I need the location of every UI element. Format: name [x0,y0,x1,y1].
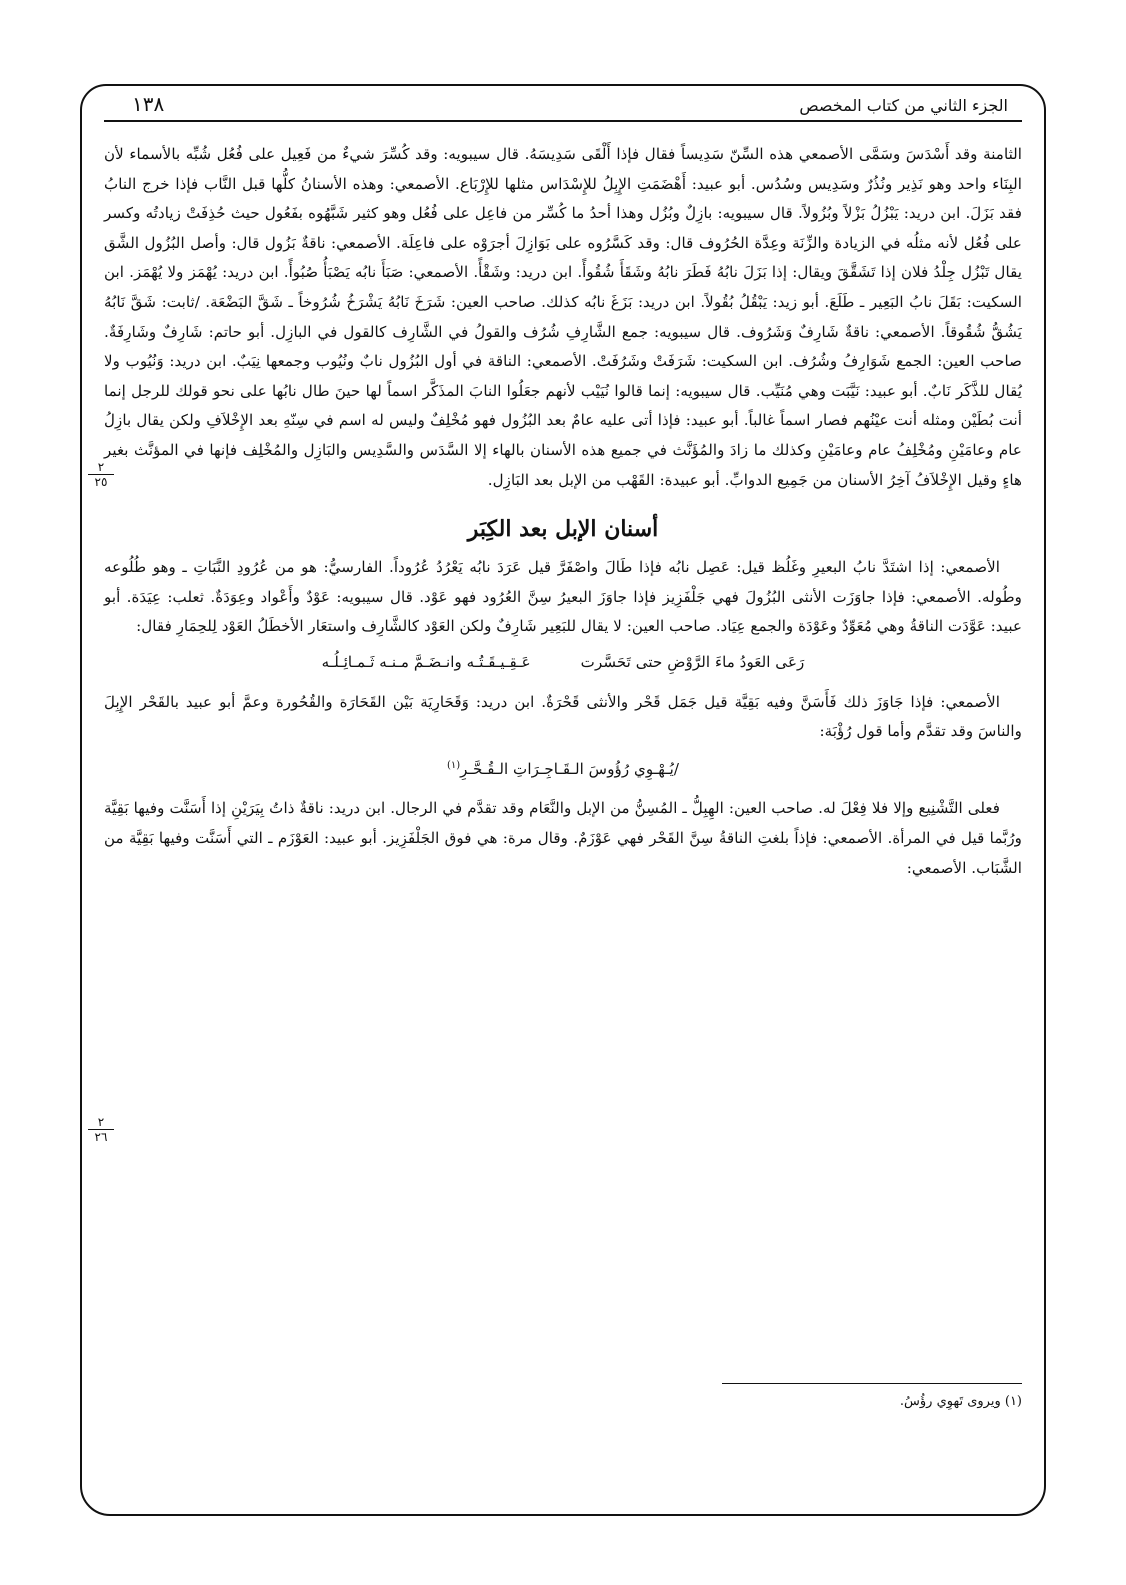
verse-hemistich-right: رَعَى العَودُ ماءَ الرَّوْضِ حتى تَحَسَّرت [580,652,805,671]
margin-note-bottom: ٢٥ [94,475,108,489]
footnote-marker: (١) [446,759,461,771]
body-paragraph: فعلى التَّشْنِيع وإلا فلا فِعْلَ له. صاحب العين: الهِبِلُّ ـ المُسِنُّ من الإبل والنَّعَام وقد تقدَّم في الرجال. ابن دريد: ناقةٌ ذاتُ بِيَرَيْنِ إذا أَسَنَّت وفيها بَقِيَّة ورُبَّما قيل في المرأة. الأصمعي: فإذاً بلغتِ الناقةُ سِنَّ القَحْر فهي عَوْزَمٌ. وقال مرة: هي فوق الجَلْفَزِيز. أبو عبيد: العَوْزَم ـ التي أَسَنَّت وفيها بَقِيَّة من الشَّبَاب. الأصمعي: [104,799,1022,877]
body-paragraph: الأصمعي: إذا اشتَدَّ نابُ البعيرِ وغَلُظ قيل: عَصِل نابُه فإذا طَالَ واصْفَرَّ قيل عَرَدَ نابُه يَعْرُدُ عُرُوداً. الفارسيُّ: هو من عُرُودِ النَّبَاتِ ـ وهو طُلُوعه وطُوله. الأصمعي: فإذا جاوَزَت الأنثى البُزُولَ فهي جَلْفَزِيز فإذا جاوَزَ البعيرُ سِنَّ العُرُود فهو عَوْد. قال سيبويه: عَوْدٌ وأَعْواد وعِوَدَةٌ. ثعلب: عِيَدَة. أبو عبيد: عَوَّدَت الناقةُ وهي مُعَوِّدٌ وعَوْدَة والجمع عِيَاد. صاحب العين: لا يقال للبَعِير شَارِفٌ ولكن العَوْد كالشَّارِف واستعَار الأخطَلُ العَوْد لِلحِمَارِ فقال: [104,558,1022,636]
margin-note-top: ٢ [88,1115,114,1130]
header-rule [104,120,1022,122]
section-title: أسنان الإبل بعد الكِبَر [467,516,659,543]
margin-note-top: ٢ [88,460,114,475]
page-body [104,140,1022,883]
margin-note-26 [88,1115,114,1144]
body-paragraph: الثامنة وقد أَسْدَسَ وسَمَّى الأصمعي هذه السِّنّ سَدِيساً فقال فإذا أَلْقَى سَدِيسَهُ. قال سيبويه: وقد كُسِّرَ شيءٌ من فَعِيل على فُعُل شُبِّه بالأسماء لأن البِنَاء واحد وهو نَذِير ونُذُرٌ وسَدِيس وسُدُس. أبو عبيد: أَهْضَمَتِ الإِبِلُ للإِسْدَاس مثلها للإِرْبَاع. الأصمعي: وهذه الأسنانُ كلُّها قبل النَّاب فإذا خرج النابُ فقد بَزَلَ. ابن دريد: يَبْزُلُ بَزْلاً وبُزُولاً. قال سيبويه: بازِلٌ وبُزُل وهذا أحدُ ما كُسِّر من فاعِل على فُعُل وهو كثير شَبَّهُوه بفَعُول حيث حُذِفَتْ زيادتُه وكسر على فُعُل لأنه مثلُه في الزيادة والزِّنَة وعِدَّة الحُرُوف قال: وقد كَسَّرُوه على بَوَازِلَ أجرَوْه على فاعِلَة. الأصمعي: ناقةٌ بَزُول قال: وأصل البُزُول الشَّق يقال تَبْزُل جِلْدُ فلان إذا تَشَقَّقَ ويقال: إذا بَزَلَ نابُهُ فَطَرَ نابُهُ وشَقَأَ شُقُوأً. ابن دريد: وشَقْأً. الأصمعي: صَبَأَ نابُه يَصْبَأُ صُبُوأً. ابن دريد: يُهْمَز ولا يُهْمَز. ابن السكيت: بَقَلَ نابُ البَعِير ـ طَلَعَ. أبو زيد: يَبْقُلُ بُقُولاً. ابن دريد: بَزَغَ نابُه كذلك. صاحب العين: شَرَخَ نَابُهُ يَشْرَخُ شُرُوخاً ـ شَقَّ البَضْعَة. /ثابت: شَقَّ نَابُهُ يَشُقُّ شُقُوقاً. الأصمعي: ناقةٌ شَارِفٌ وَشَرُوف. قال سيبويه: جمع الشَّارِفِ شُرُف والقولُ في الشَّارِف كالقول في البازِل. أبو حاتم: شَارِفٌ وشَارِفَةٌ. صاحب العين: الجمع شَوَارِفُ وشُرُف. ابن السكيت: شَرَفَتْ وشَرُفَتْ. الأصمعي: الناقة في أول البُزُول نابٌ ونُيُوب وجمعها نِيَبٌ. ابن دريد: وَنُيُوب ولا يُقال للذَّكَر نَابٌ. أبو عبيد: نَيَّبَت وهي مُنَيِّب. قال سيبويه: إنما قالوا نُيَيْب لأنهم جعَلُوا النابَ المذَكَّر اسماً لها حينَ طال نابُها على نحو قولك للرجل إنما أنت بُطَيْن ومثله أنت عيْنُهم فصار اسماً غالباً. أبو عبيد: فإذا أتى عليه عامٌ بعد البُزُول فهو مُخْلِفٌ وليس له اسم في سِنّهِ بعد الإِخْلاَفِ ولكن يقال بازِلُ عام وعامَيْنِ ومُخْلِفُ عام وعامَيْنِ وكذلك ما زادَ والمُؤَنَّث في جميع هذه الأسنان بالهاء إلا السَّدَس والسَّدِيس والبَازِل والمُخْلِف فإنها في المؤنَّث بغير هاءٍ وقيل الإِخْلاَفُ آخِرُ الأسنان من جَمِيع الدوابِّ. أبو عبيدة: القَهْب من الإبل بعد البَازِل. [104,145,1022,489]
footnote-rule [722,1383,1022,1384]
verse-hemistich-left: عَـقِـيـقَـتُـه وانـضَـمَّ مـنـه ثَـمـائِـلُـه [321,652,531,671]
running-title: الجزء الثاني من كتاب المخصص [799,96,1008,115]
verse-text: /يُـهْـوِي رُؤُوسَ الـقَـاجِـرَاتِ الـقُـحَّـرِ [460,759,680,778]
page-number: ١٣٨ [132,92,165,116]
verse-line [104,751,1022,785]
body-paragraph: الأصمعي: فإذا جَاوَزَ ذلك فَأَسَنَّ وفيه بَقِيَّة قيل جَمَل قَحْر والأنثى قَحْرَةٌ. ابن دريد: وَقَحَارِيَة بَيْن القَحَارَة والقُحُورة وعمَّ أبو عبيد بالقَحْر الإِبِلَ والناسَ وقد تقدَّم وأما قول رُؤْبَة: [104,692,1022,741]
verse-couplet [104,648,1022,678]
footnote: (١) ويروى تَهوِي رؤُسُ. [899,1394,1022,1409]
margin-note-bottom: ٢٦ [94,1130,108,1144]
